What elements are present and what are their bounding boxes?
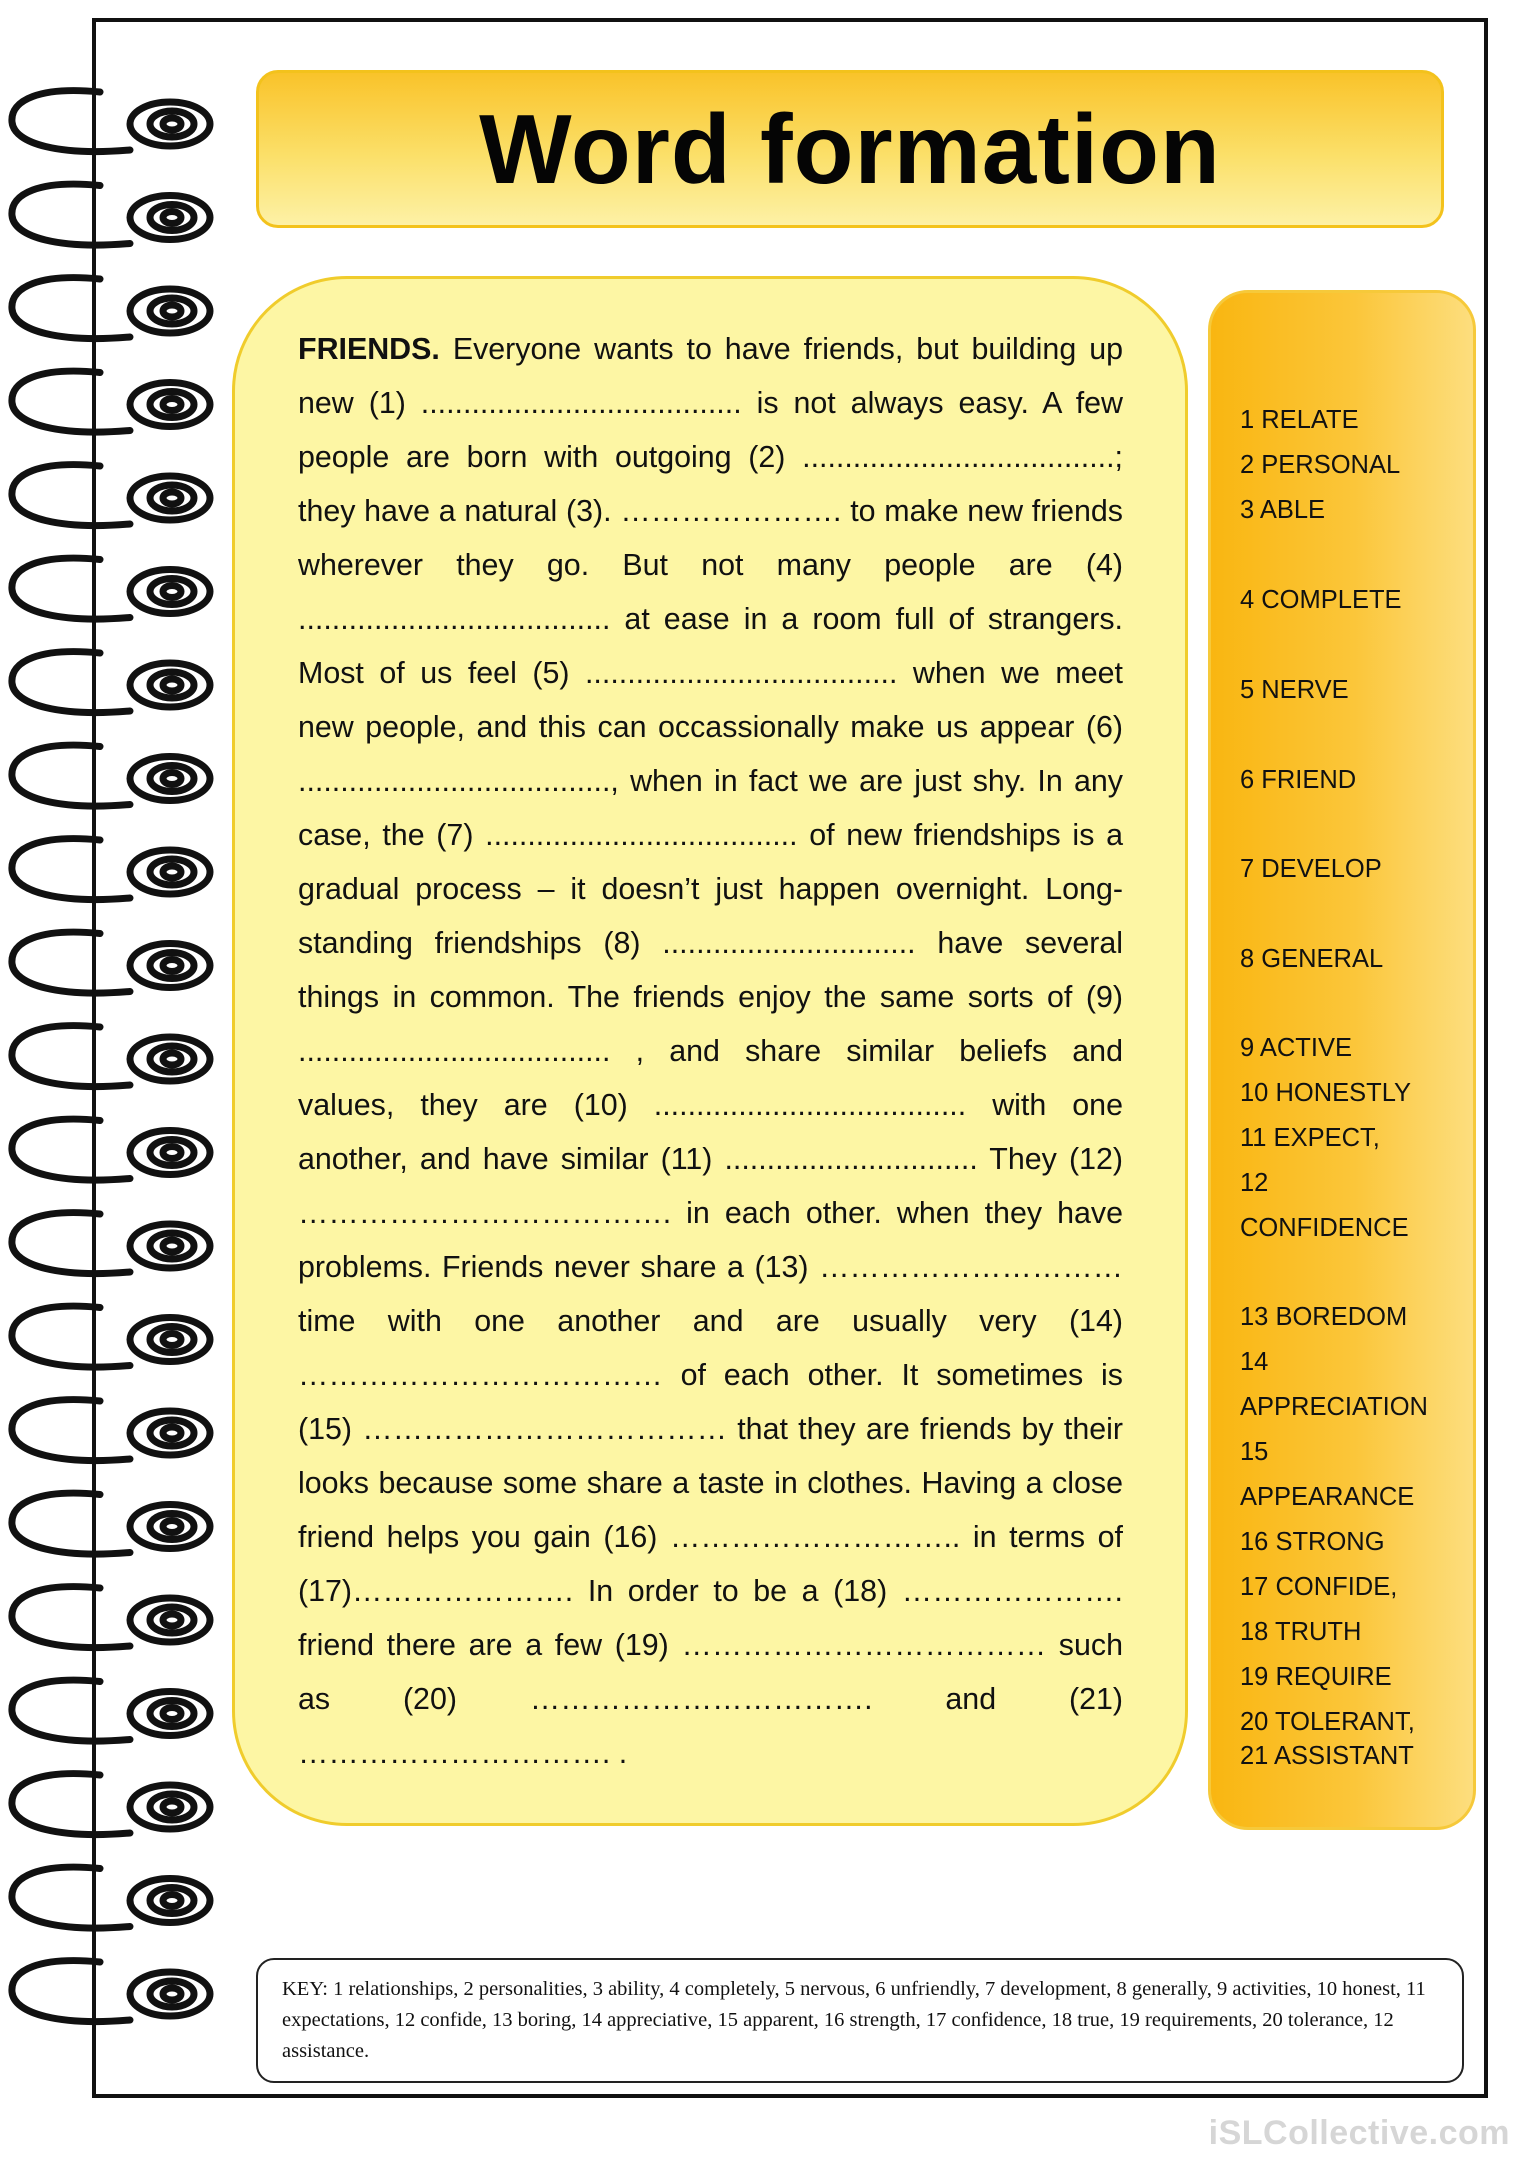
watermark: iSLCollective.com xyxy=(1208,2114,1510,2152)
spiral-coil-icon xyxy=(12,1306,210,1367)
word-list-item: 11 EXPECT, xyxy=(1240,1124,1380,1152)
answer-key-label: KEY xyxy=(282,1978,323,2000)
spiral-coil-icon xyxy=(12,371,210,432)
word-list-item: 17 CONFIDE, xyxy=(1240,1573,1398,1601)
spiral-coil-icon xyxy=(12,839,210,900)
spiral-coil-icon xyxy=(12,1400,210,1461)
word-list-item: 9 ACTIVE xyxy=(1240,1034,1352,1062)
spiral-coil-icon xyxy=(12,1119,210,1180)
spiral-coil-icon xyxy=(12,652,210,713)
page-title: Word formation xyxy=(479,93,1221,204)
spiral-coil-icon xyxy=(12,184,210,245)
word-list-item: 19 REQUIRE xyxy=(1240,1663,1392,1691)
spiral-coil-icon xyxy=(12,465,210,526)
spiral-coil-icon xyxy=(12,1026,210,1087)
spiral-coil-icon xyxy=(12,1213,210,1274)
spiral-coil-icon xyxy=(12,1587,210,1648)
word-list-item: 13 BOREDOM xyxy=(1240,1303,1408,1331)
spiral-coil-icon xyxy=(12,1961,210,2022)
answer-key-text: : 1 relationships, 2 personalities, 3 ability, 4 completely, 5 nervous, 6 unfriendly, 7 development, 8 generally, 9 activities, 10 honest, 11 expectations, 12 confide, 13 boring, 14 appreciative, 15 apparent, 16 strength, 17 confidence, 18 true, 19 requirements, 20 tolerance, 12 assistance. xyxy=(282,1978,1426,2062)
word-list-item: 7 DEVELOP xyxy=(1240,855,1382,883)
spiral-coil-icon xyxy=(12,91,210,152)
word-list-item: 2 PERSONAL xyxy=(1240,451,1401,479)
passage-text xyxy=(298,322,1123,1780)
word-list-item: 16 STRONG xyxy=(1240,1528,1385,1556)
spiral-coil-icon xyxy=(12,1493,210,1554)
passage-heading: FRIENDS. xyxy=(298,332,440,366)
word-list-item: 21 ASSISTANT xyxy=(1240,1742,1414,1770)
word-list-item: 3 ABLE xyxy=(1240,496,1326,524)
spiral-coil-icon xyxy=(12,278,210,339)
passage-body: Everyone wants to have friends, but building up new (1) ...................................... is not always easy. A few people are born with outgoing (2) .....................................; they have a natural (3). …………………. to make new friends wherever they go. But not many people are (4) ..................................... at ease in a room full of strangers. Most of us feel (5) ..................................... when we meet new people, and this can occassionally make us appear (6) ....................................., when in fact we are just shy. In any case, the (7) ..................................... of new friendships is a gradual process – it doesn’t just happen overnight. Long-standing friendships (8) .............................. have several things in common. The friends enjoy the same sorts of (9) ..................................... , and share similar beliefs and values, they are (10) ..................................... with one another, and have similar (11) .............................. They (12) ………………………………. in each other. when they have problems. Friends never share a (13) ………………………… time with one another and are usually very (14) ……………………………… of each other. It sometimes is (15) ……………………………… that they are friends by their looks because some share a taste in clothes. Having a close friend helps you gain (16) ……………………….. in terms of (17)…………………. In order to be a (18) …………………. friend there are a few (19) ……………………………… such as (20) ……………………………. and (21) …………………………. . xyxy=(298,332,1123,1770)
word-list-item: 1 RELATE xyxy=(1240,406,1359,434)
spiral-coil-icon xyxy=(12,1867,210,1928)
word-list-item: APPEARANCE xyxy=(1240,1483,1415,1511)
word-list-item: 15 xyxy=(1240,1438,1269,1466)
word-list-item: 6 FRIEND xyxy=(1240,766,1357,794)
word-list-item: 14 xyxy=(1240,1348,1269,1376)
spiral-coil-icon xyxy=(12,1774,210,1835)
word-list-item: 8 GENERAL xyxy=(1240,945,1384,973)
word-list-item: CONFIDENCE xyxy=(1240,1214,1409,1242)
word-list-item: 18 TRUTH xyxy=(1240,1618,1362,1646)
word-list-item: 10 HONESTLY xyxy=(1240,1079,1412,1107)
word-list-item: 5 NERVE xyxy=(1240,676,1349,704)
spiral-coil-icon xyxy=(12,558,210,619)
spiral-coil-icon xyxy=(12,745,210,806)
spiral-coil-icon xyxy=(12,932,210,993)
spiral-coil-icon xyxy=(12,1680,210,1741)
spiral-binding xyxy=(0,80,230,2040)
word-list-item: 20 TOLERANT, xyxy=(1240,1708,1415,1736)
word-list-item: APPRECIATION xyxy=(1240,1393,1428,1421)
word-list-item: 4 COMPLETE xyxy=(1240,586,1402,614)
title-banner xyxy=(256,70,1444,228)
word-list-item: 12 xyxy=(1240,1169,1269,1197)
answer-key xyxy=(256,1958,1464,2083)
